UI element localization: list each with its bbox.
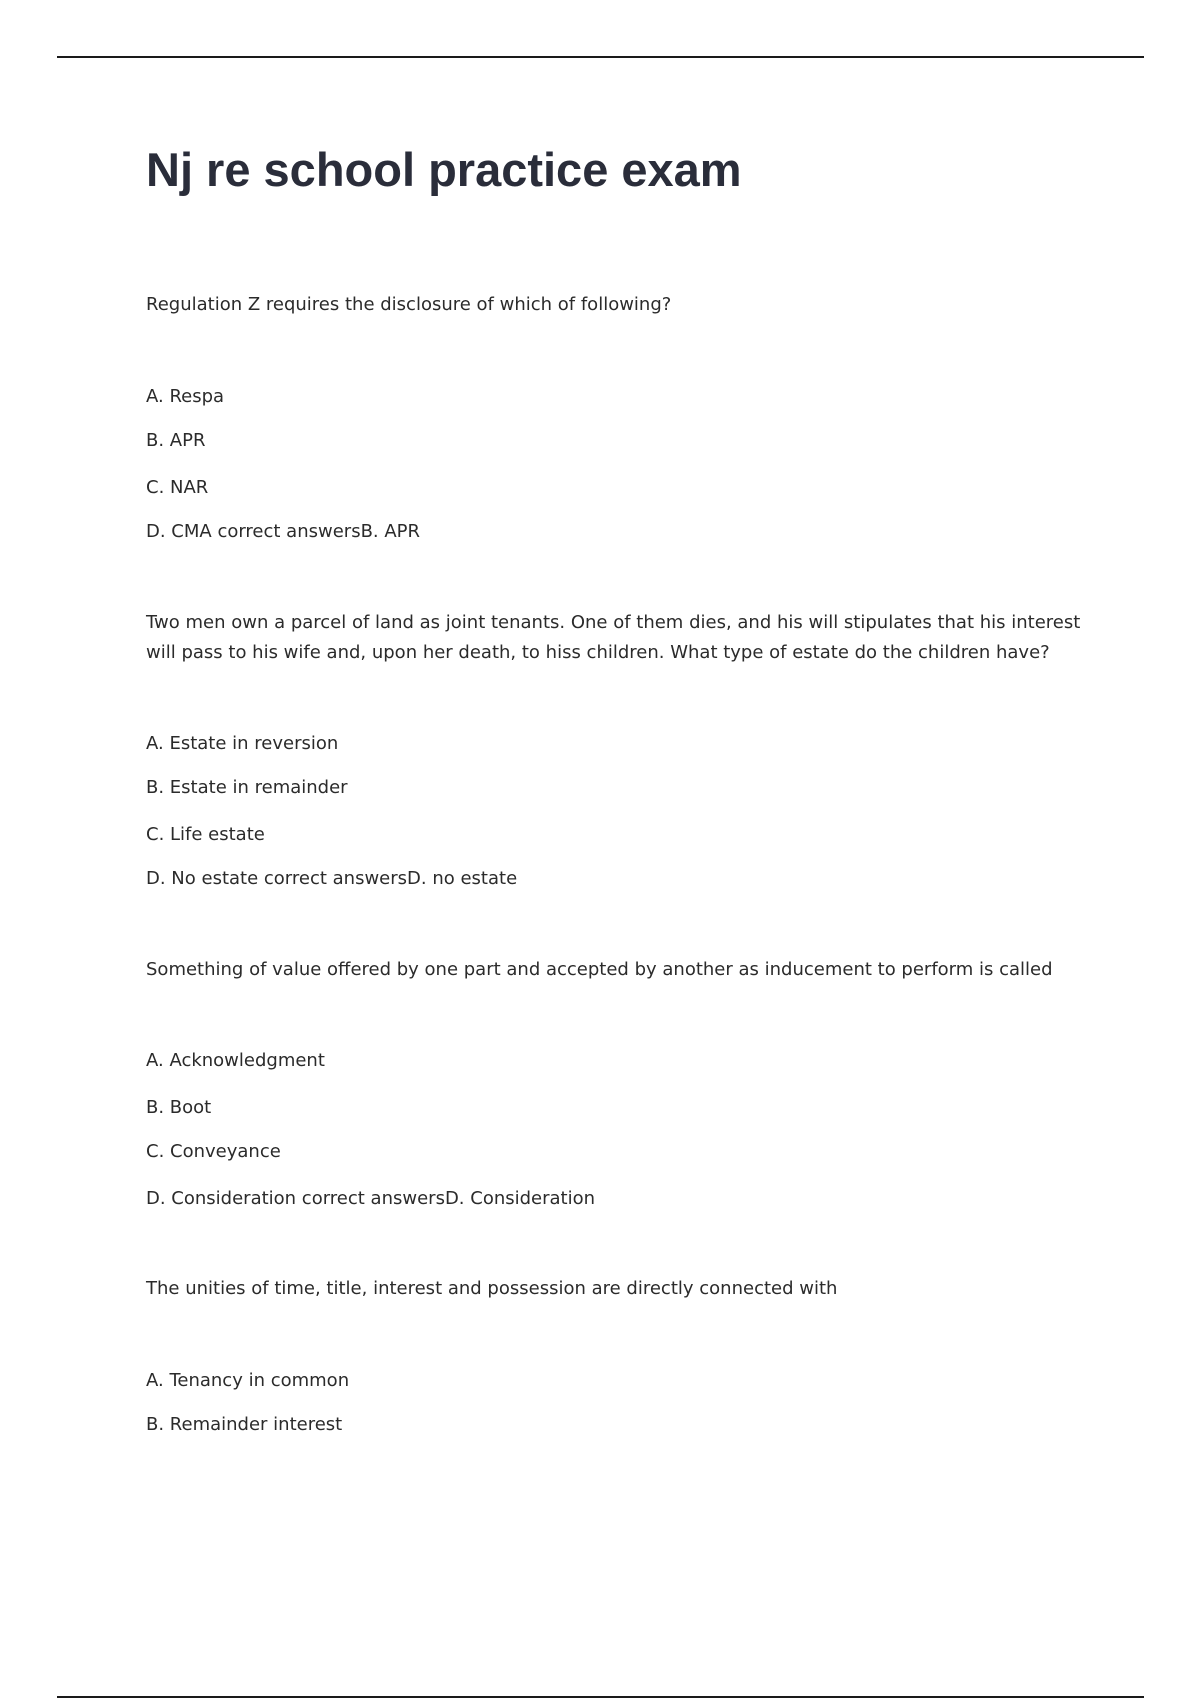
answer-option: A. Estate in reversion	[146, 733, 339, 754]
question-prompt: Something of value offered by one part and accepted by another as inducement to perform is called	[146, 959, 1053, 980]
answer-option: B. Boot	[146, 1097, 212, 1118]
answer-option: A. Respa	[146, 386, 225, 407]
answer-option: B. Estate in remainder	[146, 777, 348, 798]
answer-option: D. Consideration correct answersD. Consideration	[146, 1188, 596, 1209]
top-rule	[57, 56, 1144, 58]
question-prompt: Regulation Z requires the disclosure of which of following?	[146, 294, 672, 315]
question-prompt: Two men own a parcel of land as joint tenants. One of them dies, and his will stipulates that his interest will pass to his wife and, upon her death, to hiss children. What type of estate do the children have?	[146, 612, 1081, 663]
answer-option: B. APR	[146, 430, 206, 451]
answer-option: A. Acknowledgment	[146, 1050, 325, 1071]
answer-option: C. NAR	[146, 477, 209, 498]
question-prompt: The unities of time, title, interest and possession are directly connected with	[146, 1278, 838, 1299]
answer-option: A. Tenancy in common	[146, 1370, 350, 1391]
answer-option: D. No estate correct answersD. no estate	[146, 868, 518, 889]
answer-option: C. Conveyance	[146, 1141, 281, 1162]
answer-option: B. Remainder interest	[146, 1414, 343, 1435]
page-title: Nj re school practice exam	[146, 143, 742, 196]
bottom-rule	[57, 1696, 1144, 1698]
answer-option: D. CMA correct answersB. APR	[146, 521, 421, 542]
answer-option: C. Life estate	[146, 824, 265, 845]
